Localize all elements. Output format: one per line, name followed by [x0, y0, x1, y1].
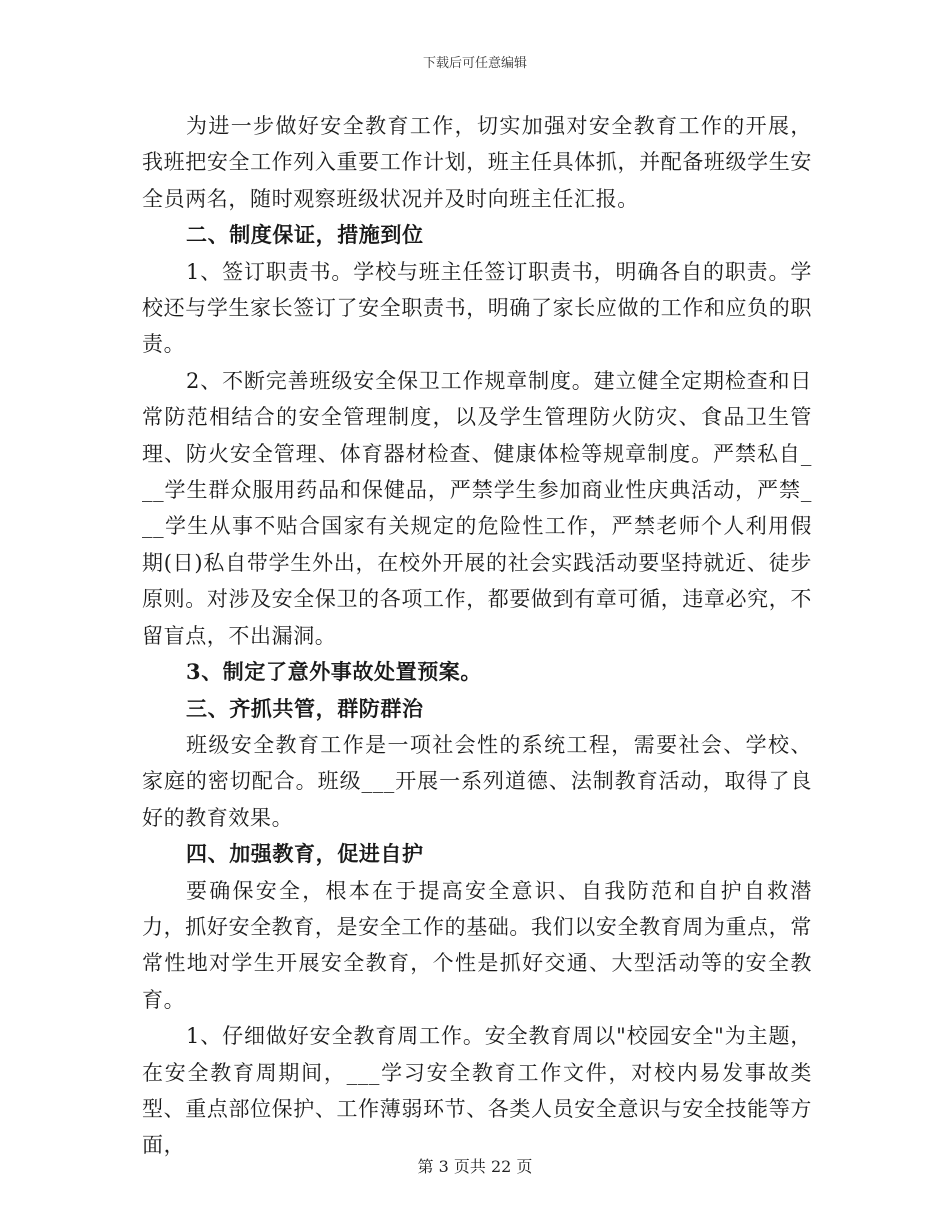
- page-number: 第 3 页共 22 页: [417, 1157, 533, 1176]
- section-heading-3: 三、齐抓共管，群防群治: [186, 695, 424, 721]
- section-heading-4: 四、加强教育，促进自护: [186, 841, 424, 867]
- paragraph-education: 要确保安全，根本在于提高安全意识、自我防范和自护自救潜力，抓好安全教育，是安全工作的基础。我们以安全教育周为重点，常常性地对学生开展安全教育，个性是抓好交通、大型活动等的安全教育。: [142, 878, 812, 1012]
- section-heading-2: 二、制度保证，措施到位: [186, 222, 424, 248]
- document-body: [142, 108, 812, 1164]
- paragraph-intro: 为进一步做好安全教育工作，切实加强对安全教育工作的开展，我班把安全工作列入重要工作计划，班主任具体抓，并配备班级学生安全员两名，随时观察班级状况并及时向班主任汇报。: [142, 114, 812, 211]
- paragraph-responsibility: 1、签订职责书。学校与班主任签订职责书，明确各自的职责。学校还与学生家长签订了安全职责书，明确了家长应做的工作和应负的职责。: [142, 259, 812, 357]
- item-heading-3: 3、制定了意外事故处置预案。: [186, 659, 483, 685]
- paragraph-safety-week: 1、仔细做好安全教育周工作。安全教育周以"校园安全"为主题，在安全教育周期间，___学习安全教育工作文件，对校内易发事故类型、重点部位保护、工作薄弱环节、各类人员安全意识与安全技能等方面，: [142, 1024, 812, 1158]
- paragraph-cooperation: 班级安全教育工作是一项社会性的系统工程，需要社会、学校、家庭的密切配合。班级___开展一系列道德、法制教育活动，取得了良好的教育效果。: [142, 732, 812, 830]
- paragraph-regulations: 2、不断完善班级安全保卫工作规章制度。建立健全定期检查和日常防范相结合的安全管理制度，以及学生管理防火防灾、食品卫生管理、防火安全管理、体育器材检查、健康体检等规章制度。严禁私自___学生群众服用药品和保健品，严禁学生参加商业性庆典活动，严禁___学生从事不贴合国家有关规定的危险性工作，严禁老师个人利用假期(日)私自带学生外出，在校外开展的社会实践活动要坚持就近、徒步原则。对涉及安全保卫的各项工作，都要做到有章可循，违章必究，不留盲点，不出漏洞。: [142, 368, 812, 648]
- page-header: 下载后可任意编辑: [422, 56, 527, 71]
